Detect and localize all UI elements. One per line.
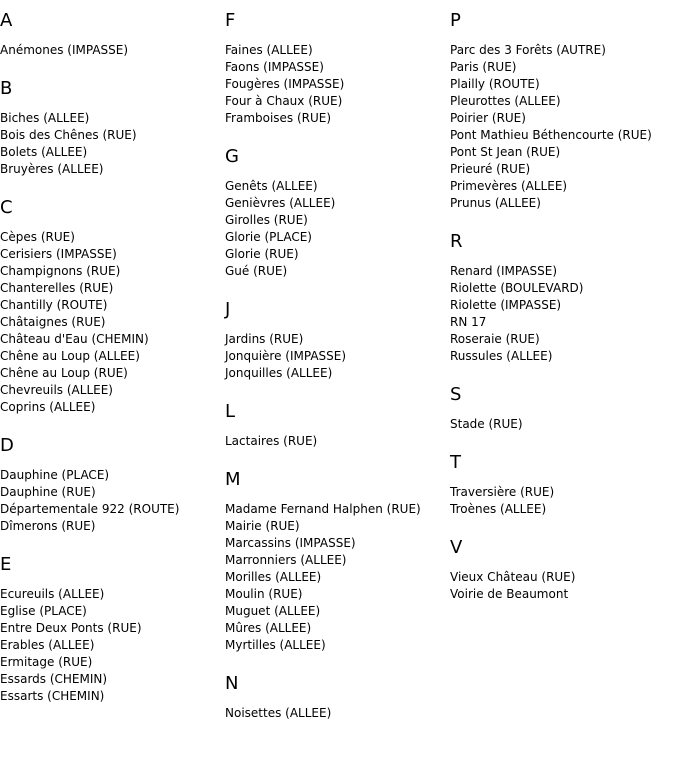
- letter-group: [225, 469, 449, 654]
- letter-group: [0, 10, 224, 59]
- street-entry: Chantilly (ROUTE): [0, 298, 108, 312]
- letter-group: [450, 537, 674, 603]
- street-entry: Framboises (RUE): [225, 111, 332, 125]
- street-entry: Poirier (RUE): [450, 111, 526, 125]
- street-entry: Girolles (RUE): [225, 213, 308, 227]
- letter-group: [450, 231, 674, 365]
- letter-heading: S: [450, 384, 462, 405]
- letter-group: [225, 673, 449, 722]
- street-entry: Dauphine (RUE): [0, 485, 96, 499]
- street-entry: Riolette (IMPASSE): [450, 298, 562, 312]
- street-entry: Vieux Château (RUE): [450, 570, 576, 584]
- street-entry: Faons (IMPASSE): [225, 60, 324, 74]
- street-entry: Pleurottes (ALLEE): [450, 94, 561, 108]
- street-entry: Chevreuils (ALLEE): [0, 383, 113, 397]
- street-entry: Chêne au Loup (ALLEE): [0, 349, 140, 363]
- street-entry: Ermitage (RUE): [0, 655, 93, 669]
- street-entry: Traversière (RUE): [450, 485, 555, 499]
- street-entry: Primevères (ALLEE): [450, 179, 568, 193]
- street-entry: Erables (ALLEE): [0, 638, 95, 652]
- street-entry: Mûres (ALLEE): [225, 621, 312, 635]
- street-entry: Biches (ALLEE): [0, 111, 90, 125]
- street-entry: Mairie (RUE): [225, 519, 300, 533]
- letter-heading: D: [0, 435, 14, 456]
- street-entry: Pont St Jean (RUE): [450, 145, 561, 159]
- street-entry: Anémones (IMPASSE): [0, 43, 129, 57]
- street-entry: Cèpes (RUE): [0, 230, 75, 244]
- street-entry: Essarts (CHEMIN): [0, 689, 105, 703]
- street-entry: Cerisiers (IMPASSE): [0, 247, 117, 261]
- street-entry: Lactaires (RUE): [225, 434, 318, 448]
- street-entry: Noisettes (ALLEE): [225, 706, 332, 720]
- letter-heading: E: [0, 554, 12, 575]
- street-entry: Entre Deux Ponts (RUE): [0, 621, 142, 635]
- street-entry: Pont Mathieu Béthencourte (RUE): [450, 128, 652, 142]
- street-entry: Coprins (ALLEE): [0, 400, 96, 414]
- street-entry: Dauphine (PLACE): [0, 468, 110, 482]
- street-entry: Marronniers (ALLEE): [225, 553, 347, 567]
- street-entry: Russules (ALLEE): [450, 349, 553, 363]
- street-entry: Muguet (ALLEE): [225, 604, 321, 618]
- letter-heading: T: [450, 452, 461, 473]
- letter-group: [0, 78, 224, 178]
- street-entry: Plailly (ROUTE): [450, 77, 540, 91]
- letter-heading: P: [450, 10, 461, 31]
- street-entry: Bolets (ALLEE): [0, 145, 88, 159]
- street-entry: Eglise (PLACE): [0, 604, 87, 618]
- letter-group: [0, 435, 224, 535]
- street-entry: Fougères (IMPASSE): [225, 77, 345, 91]
- street-entry: Marcassins (IMPASSE): [225, 536, 356, 550]
- street-entry: Renard (IMPASSE): [450, 264, 558, 278]
- street-entry: RN 17: [450, 315, 487, 329]
- street-entry: Départementale 922 (ROUTE): [0, 502, 180, 516]
- street-entry: Prieuré (RUE): [450, 162, 531, 176]
- index-column: [450, 10, 674, 622]
- street-entry: Voirie de Beaumont: [450, 587, 569, 601]
- letter-group: [225, 401, 449, 450]
- street-entry: Glorie (RUE): [225, 247, 299, 261]
- letter-group: [0, 554, 224, 705]
- street-entry: Bois des Chênes (RUE): [0, 128, 137, 142]
- street-entry: Essards (CHEMIN): [0, 672, 108, 686]
- letter-heading: N: [225, 673, 239, 694]
- letter-heading: B: [0, 78, 13, 99]
- letter-group: [450, 10, 674, 212]
- street-entry: Glorie (PLACE): [225, 230, 312, 244]
- street-entry: Châtaignes (RUE): [0, 315, 106, 329]
- street-entry: Jonquilles (ALLEE): [225, 366, 333, 380]
- index-column: [0, 10, 224, 724]
- street-entry: Paris (RUE): [450, 60, 517, 74]
- street-entry: Moulin (RUE): [225, 587, 303, 601]
- letter-heading: C: [0, 197, 13, 218]
- street-entry: Gué (RUE): [225, 264, 288, 278]
- street-entry: Champignons (RUE): [0, 264, 121, 278]
- street-entry: Chêne au Loup (RUE): [0, 366, 128, 380]
- letter-group: [450, 452, 674, 518]
- street-entry: Château d'Eau (CHEMIN): [0, 332, 149, 346]
- letter-group: [225, 299, 449, 382]
- letter-group: [0, 197, 224, 416]
- street-entry: Parc des 3 Forêts (AUTRE): [450, 43, 606, 57]
- street-entry: Genièvres (ALLEE): [225, 196, 336, 210]
- street-entry: Troènes (ALLEE): [450, 502, 547, 516]
- street-entry: Myrtilles (ALLEE): [225, 638, 326, 652]
- letter-heading: M: [225, 469, 241, 490]
- street-entry: Ecureuils (ALLEE): [0, 587, 105, 601]
- letter-heading: R: [450, 231, 463, 252]
- letter-group: [225, 10, 449, 127]
- letter-heading: L: [225, 401, 236, 422]
- index-column: [225, 10, 449, 741]
- letter-heading: F: [225, 10, 236, 31]
- street-entry: Stade (RUE): [450, 417, 523, 431]
- street-entry: Madame Fernand Halphen (RUE): [225, 502, 421, 516]
- letter-heading: A: [0, 10, 13, 31]
- street-entry: Jardins (RUE): [225, 332, 304, 346]
- street-entry: Dîmerons (RUE): [0, 519, 96, 533]
- letter-heading: V: [450, 537, 463, 558]
- letter-heading: G: [225, 146, 239, 167]
- street-entry: Morilles (ALLEE): [225, 570, 322, 584]
- street-entry: Prunus (ALLEE): [450, 196, 541, 210]
- street-entry: Riolette (BOULEVARD): [450, 281, 584, 295]
- letter-group: [450, 384, 674, 433]
- street-entry: Faines (ALLEE): [225, 43, 313, 57]
- letter-group: [225, 146, 449, 280]
- street-entry: Jonquière (IMPASSE): [225, 349, 347, 363]
- street-entry: Four à Chaux (RUE): [225, 94, 343, 108]
- street-entry: Genêts (ALLEE): [225, 179, 318, 193]
- letter-heading: J: [225, 299, 231, 320]
- street-entry: Bruyères (ALLEE): [0, 162, 104, 176]
- street-entry: Chanterelles (RUE): [0, 281, 114, 295]
- street-entry: Roseraie (RUE): [450, 332, 540, 346]
